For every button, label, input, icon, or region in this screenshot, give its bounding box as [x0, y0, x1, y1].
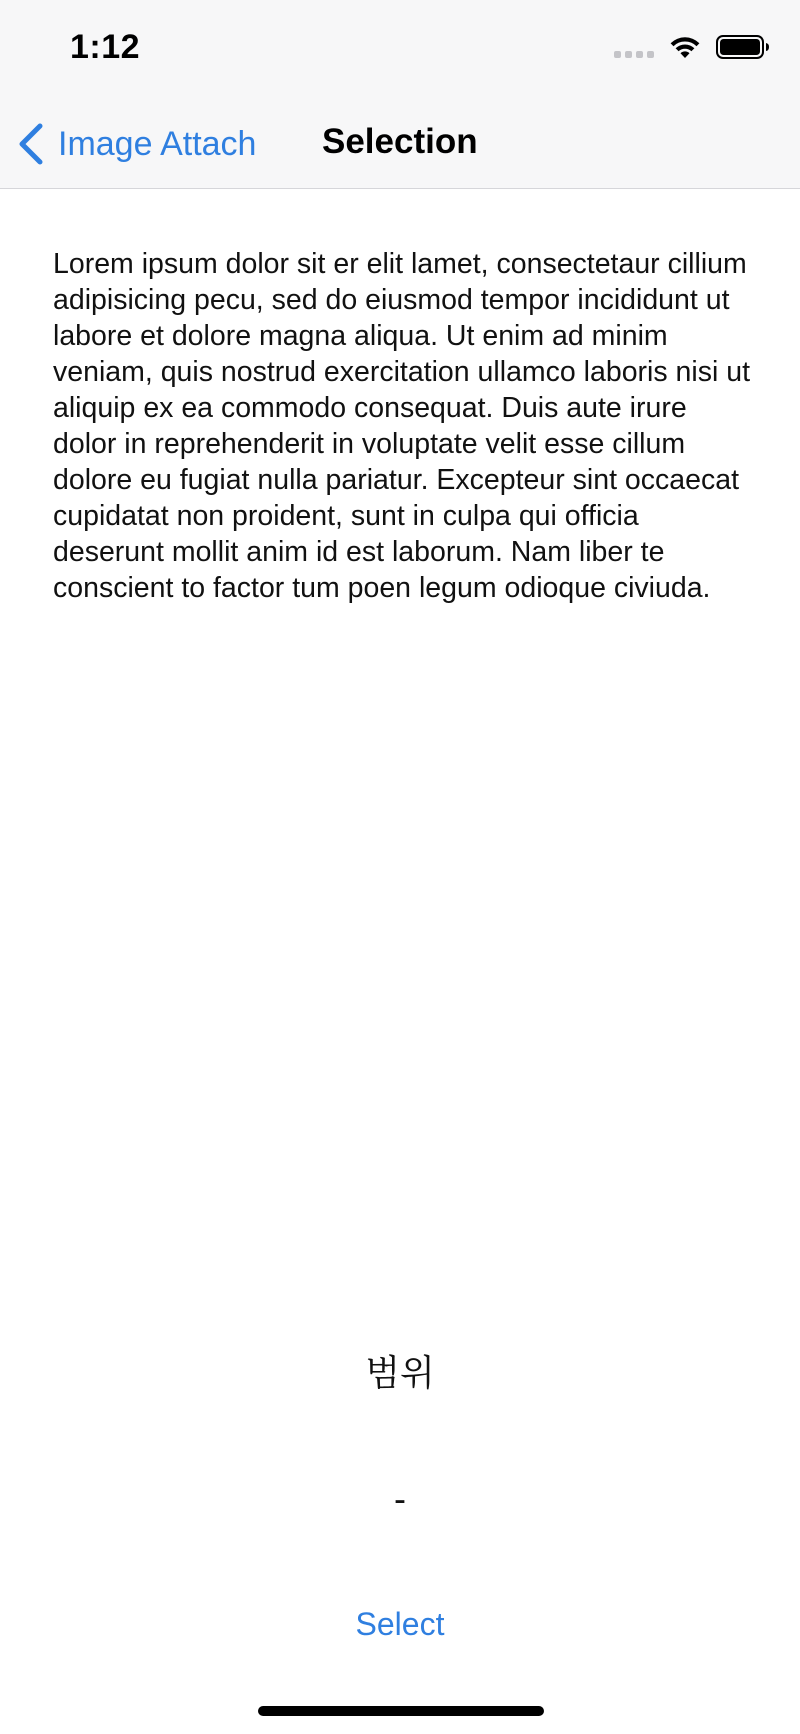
home-indicator	[258, 1706, 544, 1716]
range-label: 범위	[365, 1352, 435, 1393]
back-button[interactable]	[16, 120, 256, 168]
status-icons	[614, 34, 770, 60]
status-bar	[0, 0, 800, 100]
body-paragraph: Lorem ipsum dolor sit er elit lamet, consectetaur cillium adipisicing pecu, sed do eiusmod tempor incididunt ut labore et dolore magna aliqua. Ut enim ad minim veniam, quis nostrud exercitation ullamco laboris nisi ut aliquip ex ea commodo consequat. Duis aute irure dolor in reprehenderit in voluptate velit esse cillum dolore eu fugiat nulla pariatur. Excepteur sint occaecat cupidatat non proident, sunt in culpa qui officia deserunt mollit anim id est laborum. Nam liber te conscient to factor tum poen legum odioque civiuda.	[53, 248, 750, 604]
chevron-left-icon	[16, 122, 46, 166]
wifi-icon	[668, 34, 702, 60]
range-value: -	[394, 1478, 406, 1519]
back-button-label: Image Attach	[58, 124, 257, 163]
select-button[interactable]: Select	[320, 1606, 480, 1643]
page-title: Selection	[322, 122, 478, 161]
cellular-signal-icon	[614, 51, 654, 58]
navigation-bar	[0, 100, 800, 189]
status-time: 1:12	[70, 28, 141, 66]
battery-icon	[716, 34, 770, 60]
